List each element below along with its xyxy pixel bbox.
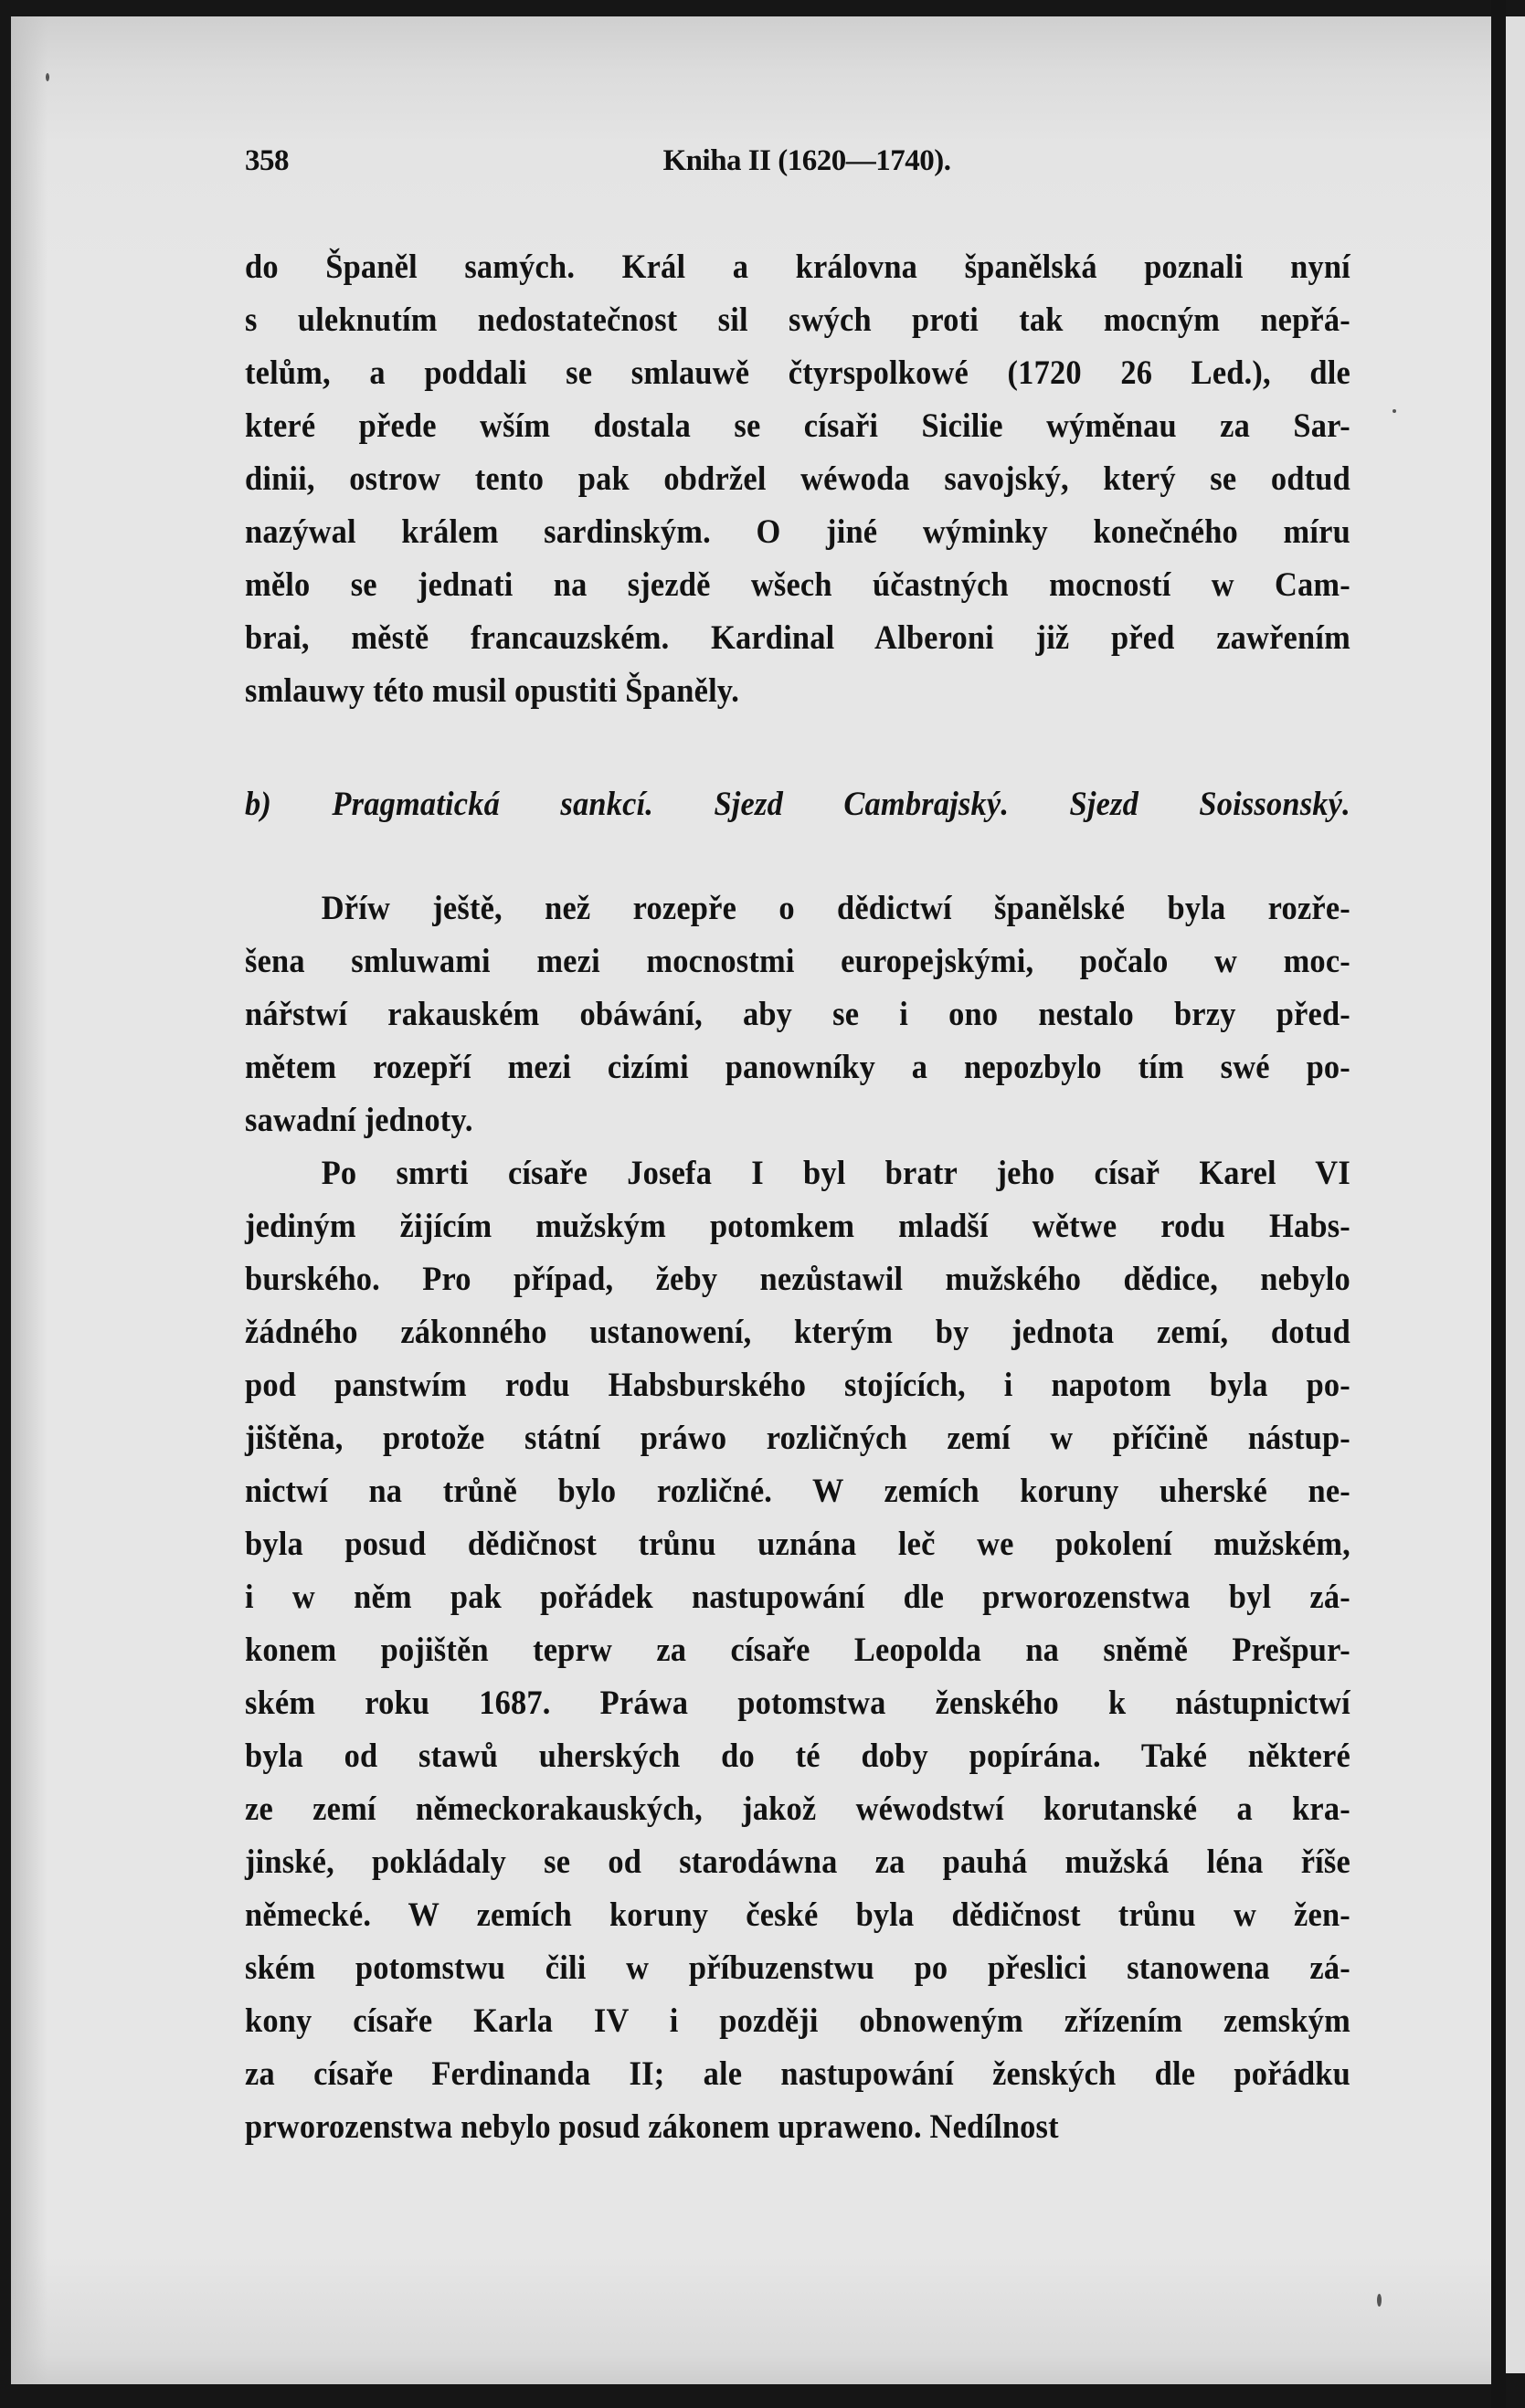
text-line: německé. W zemích koruny české byla dědičnost trůnu w žen- bbox=[245, 1896, 1350, 1934]
text-line: Po smrti císaře Josefa I byl bratr jeho císař Karel VI bbox=[321, 1155, 1350, 1192]
text-line: i w něm pak pořádek nastupowání dle prworozenstwa byl zá- bbox=[245, 1579, 1350, 1616]
paragraph bbox=[245, 882, 1350, 1147]
text-line: smlauwy této musil opustiti Španěly. bbox=[245, 672, 740, 710]
text-line: šena smluwami mezi mocnostmi europejskými, počalo w moc- bbox=[245, 943, 1350, 980]
text-line: které přede wším dostala se císaři Sicilie wýměnau za Sar- bbox=[245, 407, 1350, 445]
book-gutter bbox=[1491, 0, 1506, 2408]
text-line: byla od stawů uherských do té doby popírána. Také některé bbox=[245, 1737, 1350, 1775]
paper-speck bbox=[1393, 409, 1396, 413]
text-line: mětem rozepří mezi cizími panowníky a nepozbylo tím swé po- bbox=[245, 1049, 1350, 1086]
paragraph bbox=[245, 241, 1350, 718]
text-line: telům, a poddali se smlauwě čtyrspolkowé (1720 26 Led.), dle bbox=[245, 354, 1350, 392]
paper-speck bbox=[1377, 2294, 1382, 2307]
text-line: jinské, pokládaly se od starodáwna za pauhá mužská léna říše bbox=[245, 1843, 1350, 1881]
adjacent-page-edge bbox=[1506, 16, 1525, 2373]
body-text bbox=[245, 241, 1350, 2154]
text-flow bbox=[245, 241, 1350, 2154]
text-line: pod panstwím rodu Habsburského stojících, i napotom byla po- bbox=[245, 1367, 1350, 1404]
running-title: Kniha II (1620—1740). bbox=[662, 144, 951, 177]
text-line: nářstwí rakauském obáwání, aby se i ono nestalo brzy před- bbox=[245, 996, 1350, 1033]
text-line: sawadní jednoty. bbox=[245, 1102, 473, 1139]
text-line: byla posud dědičnost trůnu uznána leč we pokolení mužském, bbox=[245, 1526, 1350, 1563]
text-line: s uleknutím nedostatečnost sil swých proti tak mocným nepřá- bbox=[245, 301, 1350, 339]
text-line: ském potomstwu čili w příbuzenstwu po přeslici stanowena zá- bbox=[245, 1949, 1350, 1987]
text-line: ze zemí německorakauských, jakož wéwodstwí korutanské a kra- bbox=[245, 1790, 1350, 1828]
text-line: mělo se jednati na sjezdě wšech účastných mocností w Cam- bbox=[245, 566, 1350, 604]
running-header bbox=[245, 144, 1350, 186]
page-number: 358 bbox=[245, 144, 289, 177]
text-line: nictwí na trůně bylo rozličné. W zemích koruny uherské ne- bbox=[245, 1473, 1350, 1510]
text-line: nazýwal králem sardinským. O jiné wýminky konečného míru bbox=[245, 513, 1350, 551]
text-line: konem pojištěn teprw za císaře Leopolda na sněmě Prešpur- bbox=[245, 1632, 1350, 1669]
text-line: kony císaře Karla IV i později obnoweným zřízením zemským bbox=[245, 2002, 1350, 2040]
text-line: brai, městě francauzském. Kardinal Alberoni již před zawřením bbox=[245, 619, 1350, 657]
paragraph bbox=[245, 1147, 1350, 2154]
section-heading: b) Pragmatická sankcí. Sjezd Cambrajský. Sjezd Soissonský. bbox=[245, 786, 1350, 823]
text-line: dinii, ostrow tento pak obdržel wéwoda savojský, který se odtud bbox=[245, 460, 1350, 498]
text-line: prworozenstwa nebylo posud zákonem upraweno. Nedílnost bbox=[245, 2108, 1059, 2146]
text-line: za císaře Ferdinanda II; ale nastupowání ženských dle pořádku bbox=[245, 2055, 1350, 2093]
text-line: jediným žijícím mužským potomkem mladší wětwe rodu Habs- bbox=[245, 1208, 1350, 1245]
text-line: burského. Pro případ, žeby nezůstawil mužského dědice, nebylo bbox=[245, 1261, 1350, 1298]
text-line: do Španěl samých. Král a královna španělská poznali nyní bbox=[245, 248, 1350, 286]
text-line: jištěna, protože státní práwo rozličných zemí w příčině nástup- bbox=[245, 1420, 1350, 1457]
text-line: ském roku 1687. Práwa potomstwa ženského k nástupnictwí bbox=[245, 1685, 1350, 1722]
text-line: Dříw ještě, než rozepře o dědictwí španělské byla rozře- bbox=[321, 890, 1350, 927]
text-line: žádného zákonného ustanowení, kterým by jednota zemí, dotud bbox=[245, 1314, 1350, 1351]
paper-speck bbox=[46, 73, 49, 81]
